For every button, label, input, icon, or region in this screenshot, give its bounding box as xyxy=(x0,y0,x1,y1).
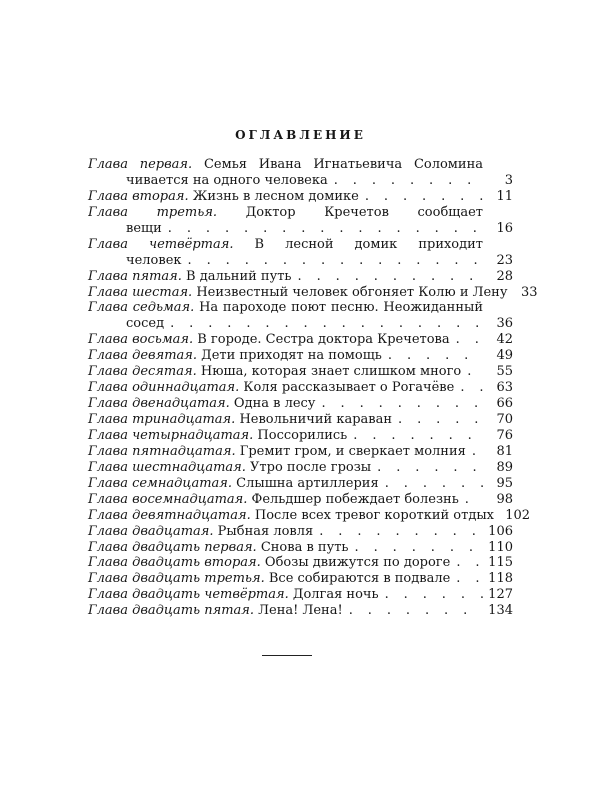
chapter-name: Лена! Лена! xyxy=(254,603,343,619)
toc-line xyxy=(88,269,513,285)
page-number: 63 xyxy=(496,380,513,396)
toc-entry[interactable] xyxy=(88,428,513,444)
page-number: 11 xyxy=(496,188,513,204)
chapter-title xyxy=(88,524,313,540)
toc-entry[interactable] xyxy=(88,189,513,205)
toc-line xyxy=(88,189,513,205)
chapter-label: Глава тринадцатая. xyxy=(88,412,236,427)
toc-entry[interactable] xyxy=(88,348,513,364)
chapter-label: Глава седьмая. xyxy=(88,300,195,316)
chapter-title xyxy=(88,460,371,476)
page-number: 134 xyxy=(488,603,513,619)
toc-line xyxy=(88,571,513,587)
spacer xyxy=(483,237,513,253)
chapter-title xyxy=(88,508,494,524)
table-of-contents xyxy=(88,157,538,619)
chapter-label: Глава четвёртая. xyxy=(88,236,234,252)
dot-leader xyxy=(379,476,483,492)
page-number: 110 xyxy=(488,539,513,555)
toc-entry[interactable] xyxy=(88,412,513,428)
chapter-name: Нюша, которая знает слишком много xyxy=(196,364,462,380)
chapter-name: Долгая ночь xyxy=(288,587,379,603)
spacer xyxy=(483,300,513,316)
chapter-title xyxy=(88,285,507,301)
dot-leader xyxy=(454,380,483,396)
toc-line xyxy=(88,492,513,508)
chapter-title xyxy=(88,412,392,428)
chapter-label: Глава двадцать третья. xyxy=(88,571,265,587)
dot-leader xyxy=(392,412,483,428)
toc-entry[interactable] xyxy=(88,460,513,476)
dot-leader xyxy=(292,269,483,285)
dot-leader xyxy=(164,316,483,332)
chapter-name-continuation: сосед xyxy=(126,316,165,332)
toc-entry[interactable] xyxy=(88,237,513,269)
chapter-title xyxy=(88,603,343,619)
toc-line xyxy=(88,412,513,428)
toc-entry[interactable] xyxy=(88,444,513,460)
page-number: 3 xyxy=(504,172,513,188)
chapter-title xyxy=(88,380,454,396)
chapter-name-continuation: чивается на одного человека xyxy=(126,172,328,188)
toc-line xyxy=(88,603,513,619)
toc-line-continuation xyxy=(88,253,513,269)
toc-entry[interactable] xyxy=(88,284,538,301)
dot-leader xyxy=(359,189,483,205)
chapter-title xyxy=(88,300,483,316)
spacer xyxy=(483,205,513,221)
page-number: 89 xyxy=(496,459,513,475)
dot-leader xyxy=(182,253,483,269)
chapter-name: Снова в путь xyxy=(256,539,349,555)
chapter-title xyxy=(88,205,483,221)
toc-entry[interactable] xyxy=(88,205,513,237)
toc-line xyxy=(88,555,513,571)
dot-leader xyxy=(461,364,483,380)
chapter-label: Глава девятая. xyxy=(88,348,198,364)
toc-entry[interactable] xyxy=(88,524,513,540)
chapter-name: Семья Ивана Игнатьевича Соломина xyxy=(203,157,483,172)
chapter-name: Все собираются в подвале xyxy=(264,571,451,587)
chapter-title xyxy=(88,332,450,348)
toc-entry[interactable] xyxy=(88,476,513,492)
chapter-name: Коля рассказывает о Рогачёве xyxy=(239,380,455,396)
chapter-name: Неизвестный человек обгоняет Колю и Лену xyxy=(192,284,508,300)
page-number: 42 xyxy=(496,332,513,348)
chapter-title xyxy=(88,348,382,364)
page-number: 127 xyxy=(488,587,513,603)
page-number: 106 xyxy=(488,523,513,539)
dot-leader xyxy=(343,603,483,619)
toc-entry[interactable] xyxy=(88,269,513,285)
page-number: 23 xyxy=(496,252,513,268)
chapter-name: На пароходе поют песню. Неожиданный xyxy=(194,300,483,316)
chapter-title xyxy=(88,237,483,253)
dot-leader xyxy=(371,460,483,476)
chapter-title xyxy=(88,571,450,587)
toc-line xyxy=(88,157,513,173)
chapter-name: Гремит гром, и сверкает молния xyxy=(235,443,466,459)
toc-entry[interactable] xyxy=(88,555,513,571)
toc-entry[interactable] xyxy=(88,300,513,332)
toc-line xyxy=(88,348,513,364)
chapter-title xyxy=(88,476,379,492)
page-number: 76 xyxy=(496,427,513,443)
toc-line xyxy=(88,284,538,301)
toc-line xyxy=(88,332,513,348)
toc-line xyxy=(88,476,513,492)
toc-entry[interactable] xyxy=(88,492,513,508)
toc-entry[interactable] xyxy=(88,332,513,348)
chapter-name-continuation: вещи xyxy=(126,220,162,236)
chapter-label: Глава восемнадцатая. xyxy=(88,491,248,507)
page-number: 66 xyxy=(496,396,513,412)
page-number: 55 xyxy=(496,364,513,380)
chapter-name: Одна в лесу xyxy=(229,396,316,412)
toc-entry[interactable] xyxy=(88,507,531,524)
dot-leader xyxy=(379,587,483,603)
dot-leader xyxy=(349,540,484,556)
dot-leader xyxy=(450,332,483,348)
chapter-label: Глава двадцать четвёртая. xyxy=(88,587,289,603)
dot-leader xyxy=(382,348,483,364)
dot-leader xyxy=(328,173,483,189)
dot-leader xyxy=(162,221,483,237)
toc-entry[interactable] xyxy=(88,396,513,412)
chapter-label: Глава третья. xyxy=(88,204,218,220)
toc-line xyxy=(88,205,513,221)
chapter-name: В городе. Сестра доктора Кречетова xyxy=(193,332,450,348)
page-number: 36 xyxy=(496,316,513,332)
page-number: 28 xyxy=(496,268,513,284)
page-number: 102 xyxy=(505,507,531,523)
chapter-name: Дети приходят на помощь xyxy=(197,348,382,364)
page-number: 70 xyxy=(496,412,513,427)
page-number: 16 xyxy=(496,220,513,236)
chapter-name: Поссорились xyxy=(253,427,348,443)
toc-line-continuation xyxy=(88,316,513,332)
toc-entry[interactable] xyxy=(88,571,513,587)
toc-line xyxy=(88,524,513,540)
chapter-title xyxy=(88,492,459,508)
toc-entry[interactable] xyxy=(88,540,513,556)
page-number: 118 xyxy=(488,571,513,587)
page-number: 33 xyxy=(520,284,538,300)
toc-line xyxy=(88,460,513,476)
toc-line-continuation xyxy=(88,173,513,189)
toc-entry[interactable] xyxy=(88,157,513,189)
chapter-name: После всех тревог короткий отдых xyxy=(250,507,495,523)
chapter-label: Глава девятнадцатая. xyxy=(88,507,251,523)
chapter-label: Глава четырнадцатая. xyxy=(88,427,254,443)
chapter-label: Глава восьмая. xyxy=(88,332,194,348)
chapter-label: Глава шестая. xyxy=(88,284,193,300)
chapter-title xyxy=(88,540,349,556)
page-number: 95 xyxy=(496,475,513,491)
chapter-name: В лесной домик приходит xyxy=(254,236,483,252)
chapter-name: Невольничий караван xyxy=(235,412,393,427)
end-divider xyxy=(262,655,312,656)
dot-leader xyxy=(466,444,483,460)
chapter-name: Обозы движутся по дороге xyxy=(260,555,451,571)
page-number: 115 xyxy=(488,555,513,571)
chapter-label: Глава одиннадцатая. xyxy=(88,380,240,396)
page-number: 49 xyxy=(496,348,513,364)
chapter-name: Слышна артиллерия xyxy=(232,475,379,491)
chapter-label: Глава вторая. xyxy=(88,188,189,204)
chapter-name: Утро после грозы xyxy=(245,459,372,475)
chapter-name: Жизнь в лесном домике xyxy=(188,188,359,204)
chapter-title xyxy=(88,444,466,460)
chapter-label: Глава двадцатая. xyxy=(88,523,214,539)
chapter-name: Рыбная ловля xyxy=(213,523,314,539)
chapter-title xyxy=(88,555,450,571)
dot-leader xyxy=(459,492,483,508)
chapter-title xyxy=(88,396,315,412)
toc-entry[interactable] xyxy=(88,364,513,380)
toc-line xyxy=(88,396,513,412)
chapter-name-continuation: человек xyxy=(126,252,182,268)
chapter-name: Доктор Кречетов сообщает xyxy=(245,204,483,220)
dot-leader xyxy=(347,428,483,444)
dot-leader xyxy=(313,524,483,540)
toc-heading: ОГЛАВЛЕНИЕ xyxy=(235,128,366,142)
chapter-label: Глава шестнадцатая. xyxy=(88,459,246,475)
chapter-title xyxy=(88,428,347,444)
toc-entry[interactable] xyxy=(88,380,513,396)
page-number: 81 xyxy=(496,443,513,459)
chapter-name: Фельдшер побеждает болезнь xyxy=(247,491,459,507)
page-number: 98 xyxy=(496,491,513,507)
dot-leader xyxy=(450,571,483,587)
spacer xyxy=(483,157,513,173)
toc-line xyxy=(88,380,513,396)
toc-line xyxy=(88,300,513,316)
chapter-title xyxy=(88,157,483,173)
toc-line xyxy=(88,587,513,603)
toc-entry[interactable] xyxy=(88,587,513,603)
chapter-label: Глава первая. xyxy=(88,157,193,172)
chapter-title xyxy=(88,269,292,285)
toc-line xyxy=(88,237,513,253)
chapter-label: Глава двадцать первая. xyxy=(88,539,257,555)
toc-line-continuation xyxy=(88,221,513,237)
dot-leader xyxy=(450,555,483,571)
toc-line xyxy=(88,444,513,460)
toc-line xyxy=(88,540,513,556)
toc-entry[interactable] xyxy=(88,603,513,619)
chapter-label: Глава семнадцатая. xyxy=(88,475,233,491)
toc-line xyxy=(88,364,513,380)
toc-line xyxy=(88,507,531,524)
chapter-label: Глава десятая. xyxy=(88,364,197,380)
chapter-label: Глава двадцать пятая. xyxy=(88,603,255,619)
chapter-label: Глава пятнадцатая. xyxy=(88,443,236,459)
chapter-label: Глава пятая. xyxy=(88,268,182,284)
dot-leader xyxy=(315,396,483,412)
chapter-title xyxy=(88,364,461,380)
chapter-name: В дальний путь xyxy=(181,268,292,284)
chapter-title xyxy=(88,189,359,205)
chapter-label: Глава двенадцатая. xyxy=(88,396,230,412)
toc-line xyxy=(88,428,513,444)
chapter-label: Глава двадцать вторая. xyxy=(88,555,261,571)
chapter-title xyxy=(88,587,379,603)
